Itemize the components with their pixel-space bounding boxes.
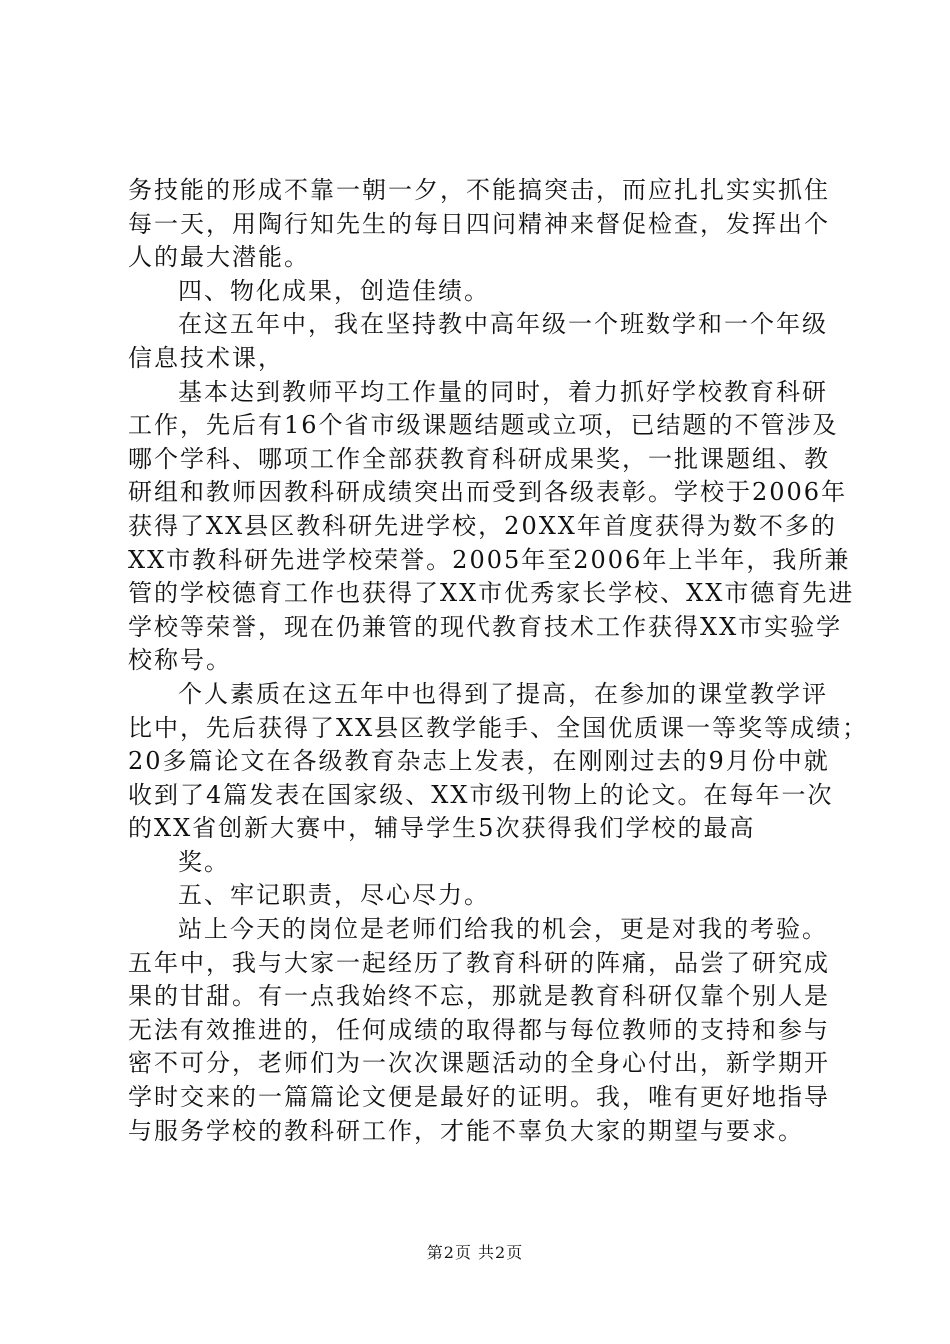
text-line: 校称号。 [128, 646, 232, 675]
text-line: 奖。 [178, 847, 230, 876]
text-line: 工作，先后有16个省市级课题结题或立项，已结题的不管涉及 [128, 411, 839, 440]
document-body [128, 174, 869, 1148]
section-heading: 五、牢记职责，尽心尽力。 [178, 881, 490, 910]
text-line: 哪个学科、哪项工作全部获教育科研成果奖，一批课题组、教 [128, 444, 830, 473]
text-line: XX市教科研先进学校荣誉。2005年至2006年上半年，我所兼 [128, 545, 851, 574]
section-heading: 四、物化成果，创造佳绩。 [178, 276, 490, 305]
text-line: 信息技术课， [128, 343, 284, 372]
text-line: 研组和教师因教科研成绩突出而受到各级表彰。学校于2006年 [128, 478, 848, 507]
text-line: 学时交来的一篇篇论文便是最好的证明。我，唯有更好地指导 [128, 1083, 830, 1112]
text-line: 的XX省创新大赛中，辅导学生5次获得我们学校的最高 [128, 814, 756, 843]
text-line: 每一天，用陶行知先生的每日四问精神来督促检查，发挥出个 [128, 209, 830, 238]
text-line: 果的甘甜。有一点我始终不忘，那就是教育科研仅靠个别人是 [128, 982, 830, 1011]
text-line: 收到了4篇发表在国家级、XX市级刊物上的论文。在每年一次 [128, 780, 834, 809]
text-line: 密不可分，老师们为一次次课题活动的全身心付出，新学期开 [128, 1049, 830, 1078]
text-line: 学校等荣誉，现在仍兼管的现代教育技术工作获得XX市实验学 [128, 612, 843, 641]
page-number: 第2页 共2页 [426, 1243, 524, 1262]
text-line: 管的学校德育工作也获得了XX市优秀家长学校、XX市德育先进 [128, 579, 855, 608]
text-line: 获得了XX县区教科研先进学校，20XX年首度获得为数不多的 [128, 511, 837, 540]
text-line: 五年中，我与大家一起经历了教育科研的阵痛，品尝了研究成 [128, 948, 830, 977]
text-line: 人的最大潜能。 [128, 243, 310, 272]
text-line: 基本达到教师平均工作量的同时，着力抓好学校教育科研 [178, 377, 828, 406]
text-line: 务技能的形成不靠一朝一夕，不能搞突击，而应扎扎实实抓住 [128, 176, 830, 204]
text-line: 20多篇论文在各级教育杂志上发表，在刚刚过去的9月份中就 [128, 747, 830, 776]
text-line: 与服务学校的教科研工作，才能不辜负大家的期望与要求。 [128, 1116, 804, 1145]
text-line: 站上今天的岗位是老师们给我的机会，更是对我的考验。 [178, 915, 828, 944]
text-line: 在这五年中，我在坚持教中高年级一个班数学和一个年级 [178, 310, 828, 339]
text-line: 比中，先后获得了XX县区教学能手、全国优质课一等奖等成绩； [128, 713, 869, 742]
text-line: 个人素质在这五年中也得到了提高，在参加的课堂教学评 [178, 679, 828, 708]
text-line: 无法有效推进的，任何成绩的取得都与每位教师的支持和参与 [128, 1015, 830, 1044]
